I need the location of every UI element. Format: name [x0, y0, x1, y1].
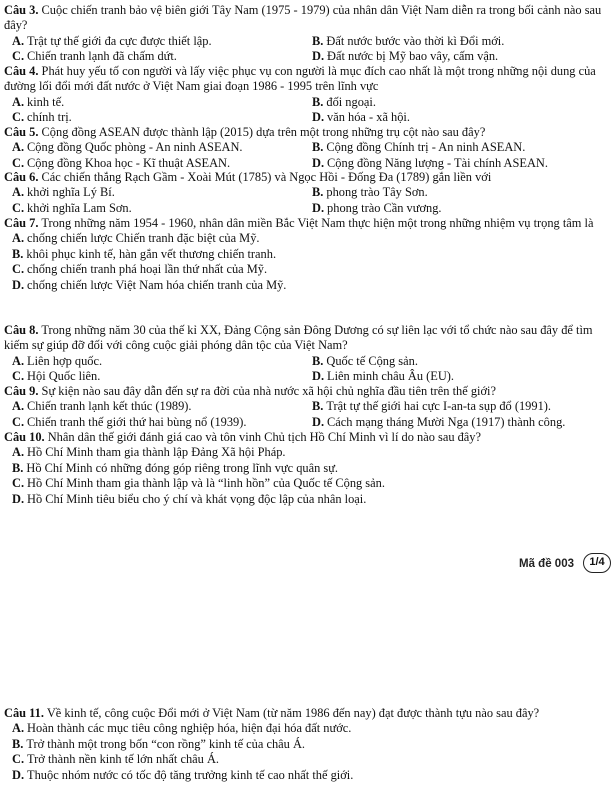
exam-code: Mã đề 003 [519, 558, 574, 570]
option-a: A. Hồ Chí Minh tham gia thành lập Đảng Xã hội Pháp. [12, 445, 286, 460]
options-row [4, 369, 608, 384]
option-b: B. Đất nước bước vào thời kì Đổi mới. [312, 33, 505, 48]
question-stem [4, 384, 608, 399]
option-a: A. kinh tế. [12, 94, 65, 109]
options-row [4, 140, 608, 155]
question-number: Câu 5. [4, 125, 39, 139]
option-c: C. chính trị. [12, 110, 72, 125]
question-3 [4, 3, 608, 65]
option-a: A. Cộng đồng Quốc phòng - An ninh ASEAN. [12, 140, 243, 155]
options-row [4, 415, 608, 430]
question-text: Trong những năm 30 của thế kỉ XX, Đảng Cộng sản Đông Dương có sự liên lạc với tổ chức nào sau đây để tìm kiếm sự giúp đỡ đối với công cuộc giải phóng dân tộc của Việt Nam? [4, 323, 593, 353]
question-5 [4, 125, 608, 171]
page-indicator: 1/4 [583, 553, 611, 573]
question-text: Nhân dân thế giới đánh giá cao và tôn vinh Chủ tịch Hồ Chí Minh vì lí do nào sau đây? [47, 430, 482, 444]
option-b: B. Hồ Chí Minh có những đóng góp riêng trong lĩnh vực quân sự. [12, 460, 339, 475]
options-row [4, 399, 608, 414]
option-a: A. Hoàn thành các mục tiêu công nghiệp hóa, hiện đại hóa đất nước. [12, 721, 352, 736]
option-a: A. khởi nghĩa Lý Bí. [12, 185, 115, 200]
option-b: B. Trật tự thế giới hai cực I-an-ta sụp đổ (1991). [312, 399, 551, 414]
question-number: Câu 8. [4, 323, 39, 337]
option-d: D. Hồ Chí Minh tiêu biểu cho ý chí và khát vọng độc lập của nhân loại. [12, 491, 367, 506]
question-4 [4, 64, 608, 126]
question-6 [4, 170, 608, 216]
options-row [4, 110, 608, 125]
question-number: Câu 4. [4, 64, 39, 78]
question-8 [4, 323, 608, 385]
options-row [4, 95, 608, 110]
question-text: Cuộc chiến tranh bảo vệ biên giới Tây Nam (1975 - 1979) của nhân dân Việt Nam diễn ra trong bối cảnh nào sau đây? [4, 3, 602, 33]
question-number: Câu 10. [4, 430, 45, 444]
question-text: Phát huy yếu tố con người và lấy việc phục vụ con người là mục đích cao nhất là một trong những nội dung của đường lối đổi mới đất nước ở Việt Nam giai đoạn 1986 - 1995 trên lĩnh vực [4, 64, 596, 94]
option-d: D. Cách mạng tháng Mười Nga (1917) thành công. [312, 414, 566, 429]
option-b: B. Trở thành một trong bốn “con rồng” kinh tế của châu Á. [12, 736, 306, 751]
options-row [4, 49, 608, 64]
question-10 [4, 430, 608, 507]
question-stem [4, 3, 608, 34]
options-row [4, 34, 608, 49]
question-stem [4, 323, 608, 354]
question-text: Sự kiện nào sau đây dẫn đến sự ra đời của nhà nước xã hội chủ nghĩa đầu tiên trên thế giới? [41, 384, 496, 398]
question-stem [4, 64, 608, 95]
option-b: B. Quốc tế Cộng sản. [312, 353, 418, 368]
option-d: D. chống chiến lược Việt Nam hóa chiến tranh của Mỹ. [12, 277, 287, 292]
options-row [4, 201, 608, 216]
option-a: A. Liên hợp quốc. [12, 353, 103, 368]
page-footer [0, 553, 614, 577]
question-number: Câu 11. [4, 706, 44, 720]
question-7 [4, 216, 608, 293]
option-c: C. Chiến tranh thế giới thứ hai bùng nổ (1939). [12, 414, 247, 429]
option-b: B. khôi phục kinh tế, hàn gắn vết thương chiến tranh. [12, 246, 277, 261]
option-b: B. đối ngoại. [312, 94, 376, 109]
option-c: C. khởi nghĩa Lam Sơn. [12, 200, 132, 215]
option-b: B. Cộng đồng Chính trị - An ninh ASEAN. [312, 140, 526, 155]
question-stem [4, 125, 608, 140]
question-9 [4, 384, 608, 430]
question-number: Câu 7. [4, 216, 39, 230]
options-row [4, 185, 608, 200]
question-stem [4, 430, 608, 445]
option-c: C. Chiến tranh lạnh đã chấm dứt. [12, 49, 177, 64]
option-a: A. chống chiến lược Chiến tranh đặc biệt của Mỹ. [12, 231, 260, 246]
question-number: Câu 6. [4, 170, 39, 184]
option-c: C. Trở thành nền kinh tế lớn nhất châu Á. [12, 752, 219, 767]
question-text: Trong những năm 1954 - 1960, nhân dân miền Bắc Việt Nam thực hiện một trong những nhiệm vụ trọng tâm là [41, 216, 594, 230]
question-text: Về kinh tế, công cuộc Đổi mới ở Việt Nam (từ năm 1986 đến nay) đạt được thành tựu nào sau đây? [46, 706, 540, 720]
option-c: C. Cộng đồng Khoa học - Kĩ thuật ASEAN. [12, 155, 231, 170]
option-d: D. Liên minh châu Âu (EU). [312, 369, 455, 384]
question-stem [4, 216, 608, 231]
option-c: C. Hội Quốc liên. [12, 369, 101, 384]
option-d: D. Cộng đồng Năng lượng - Tài chính ASEAN. [312, 155, 548, 170]
question-stem [4, 706, 608, 721]
question-number: Câu 3. [4, 3, 39, 17]
option-c: C. Hồ Chí Minh tham gia thành lập và là “linh hồn” của Quốc tế Cộng sản. [12, 476, 385, 491]
option-c: C. chống chiến tranh phá hoại lần thứ nhất của Mỹ. [12, 262, 268, 277]
option-d: D. văn hóa - xã hội. [312, 110, 410, 125]
option-d: D. Thuộc nhóm nước có tốc độ tăng trưởng kinh tế cao nhất thế giới. [12, 767, 354, 782]
question-number: Câu 9. [4, 384, 39, 398]
option-a: A. Trật tự thế giới đa cực được thiết lập. [12, 33, 212, 48]
question-stem [4, 170, 608, 185]
options-row [4, 156, 608, 171]
question-11 [4, 706, 608, 783]
option-d: D. Đất nước bị Mỹ bao vây, cấm vận. [312, 49, 499, 64]
options-row [4, 354, 608, 369]
option-b: B. phong trào Tây Sơn. [312, 185, 428, 200]
option-a: A. Chiến tranh lạnh kết thúc (1989). [12, 399, 192, 414]
question-text: Các chiến thắng Rạch Gầm - Xoài Mút (1785) và Ngọc Hồi - Đống Đa (1789) gắn liền với [41, 170, 492, 184]
option-d: D. phong trào Cần vương. [312, 200, 442, 215]
question-text: Cộng đồng ASEAN được thành lập (2015) dựa trên một trong những trụ cột nào sau đây? [41, 125, 486, 139]
